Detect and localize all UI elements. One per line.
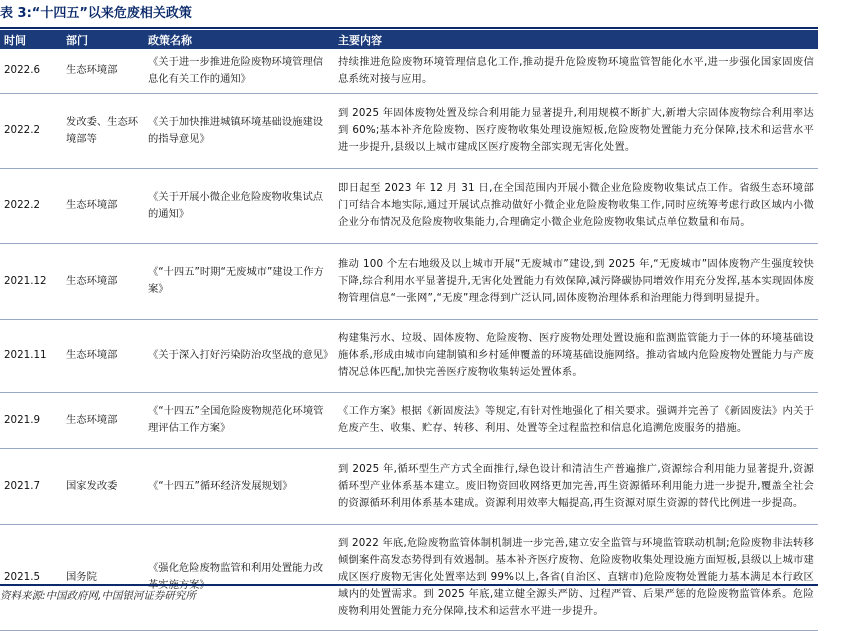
header-policy: 政策名称 (144, 30, 334, 49)
cell-date: 2021.9 (0, 392, 62, 448)
cell-policy: 《关于加快推进城镇环境基础设施建设的指导意见》 (144, 93, 334, 168)
table-row (0, 49, 818, 93)
cell-content: 构建集污水、垃圾、固体废物、危险废物、医疗废物处理处置设施和监测监管能力于一体的环境基础设施体系,形成由城市向建制镇和乡村延伸覆盖的环境基础设施网络。推动省域内危险废物处置能力与产废情况总体匹配,加快完善医疗废物收集转运处置体系。 (334, 319, 818, 392)
cell-dept: 生态环境部 (62, 168, 144, 243)
cell-dept: 生态环境部 (62, 49, 144, 93)
cell-dept: 生态环境部 (62, 392, 144, 448)
table-row (0, 243, 818, 319)
top-rule (0, 27, 818, 29)
cell-date: 2021.12 (0, 243, 62, 319)
table-row (0, 168, 818, 243)
header-row (0, 30, 818, 49)
cell-policy: 《“十四五”时期“无废城市”建设工作方案》 (144, 243, 334, 319)
cell-dept: 国务院 (62, 524, 144, 630)
cell-date: 2022.6 (0, 49, 62, 93)
header-date: 时间 (0, 30, 62, 49)
cell-dept: 生态环境部 (62, 243, 144, 319)
cell-dept: 生态环境部 (62, 319, 144, 392)
cell-date: 2021.7 (0, 448, 62, 524)
cell-policy: 《“十四五”全国危险废物规范化环境管理评估工作方案》 (144, 392, 334, 448)
cell-date: 2021.5 (0, 524, 62, 630)
cell-content: 即日起至 2023 年 12 月 31 日,在全国范围内开展小微企业危险废物收集试点工作。省级生态环境部门可结合本地实际,通过开展试点推动做好小微企业危险废物收集工作,同时应统筹考虑行政区域内小微企业分布情况及危险废物收集能力,合理确定小微企业危险废物收集试点单位数量和布局。 (334, 168, 818, 243)
header-dept: 部门 (62, 30, 144, 49)
cell-policy: 《关于深入打好污染防治攻坚战的意见》 (144, 319, 334, 392)
cell-date: 2021.11 (0, 319, 62, 392)
table-row (0, 392, 818, 448)
cell-date: 2022.2 (0, 168, 62, 243)
cell-content: 到 2025 年,循环型生产方式全面推行,绿色设计和清洁生产普遍推广,资源综合利用能力显著提升,资源循环型产业体系基本建立。废旧物资回收网络更加完善,再生资源循环利用能力进一步提升,覆盖全社会的资源循环利用体系基本建成。资源利用效率大幅提高,再生资源对原生资源的替代比例进一步提高。 (334, 448, 818, 524)
cell-policy: 《关于开展小微企业危险废物收集试点的通知》 (144, 168, 334, 243)
cell-content: 到 2022 年底,危险废物监管体制机制进一步完善,建立安全监管与环境监管联动机制;危险废物非法转移倾倒案件高发态势得到有效遏制。基本补齐医疗废物、危险废物收集处理设施方面短板,县级以上城市建成区医疗废物无害化处置率达到 99%以上,各省(自治区、直辖市)危险废物处置能力基本满足本行政区域内的处置需求。到 2025 年底,建立健全源头严防、过程严管、后果严惩的危险废物监管体系。危险废物利用处置能力充分保障,技术和运营水平进一步提升。 (334, 524, 818, 630)
cell-policy: 《关于进一步推进危险废物环境管理信息化有关工作的通知》 (144, 49, 334, 93)
bottom-rule (0, 584, 818, 586)
cell-dept: 国家发改委 (62, 448, 144, 524)
policy-table (0, 30, 818, 631)
cell-policy: 《强化危险废物监管和利用处置能力改 (144, 524, 334, 630)
table-title: 表 3:“十四五”以来危废相关政策 (0, 6, 192, 21)
header-content: 主要内容 (334, 30, 818, 49)
cell-policy: 《“十四五”循环经济发展规划》 (144, 448, 334, 524)
cell-content: 到 2025 年固体废物处置及综合利用能力显著提升,利用规模不断扩大,新增大宗固体废物综合利用率达到 60%;基本补齐危险废物、医疗废物收集处理设施短板,危险废物处置能力充分保障,技术和运营水平进一步提升,县级以上城市建成区医疗废物全部实现无害化处置。 (334, 93, 818, 168)
source-note: 资料来源:中国政府网,中国银河证券研究所 (0, 590, 196, 602)
table-body (0, 49, 818, 630)
table-row (0, 448, 818, 524)
cell-content: 《工作方案》根据《新固废法》等规定,有针对性地强化了相关要求。强调并完善了《新固废法》内关于危废产生、收集、贮存、转移、利用、处置等全过程监控和信息化追溯危废服务的措施。 (334, 392, 818, 448)
cell-dept: 发改委、生态环境部等 (62, 93, 144, 168)
table-row (0, 319, 818, 392)
cell-content: 持续推进危险废物环境管理信息化工作,推动提升危险废物环境监管智能化水平,进一步强化国家固废信息系统对接与应用。 (334, 49, 818, 93)
cell-content: 推动 100 个左右地级及以上城市开展“无废城市”建设,到 2025 年,“无废城市”固体废物产生强度较快下降,综合利用水平显著提升,无害化处置能力有效保障,减污降碳协同增效作用充分发挥,基本实现固体废物管理信息“一张网”,“无废”理念得到广泛认同,固体废物治理体系和治理能力得到明显提升。 (334, 243, 818, 319)
table-row (0, 93, 818, 168)
table-row (0, 524, 818, 630)
cell-date: 2022.2 (0, 93, 62, 168)
